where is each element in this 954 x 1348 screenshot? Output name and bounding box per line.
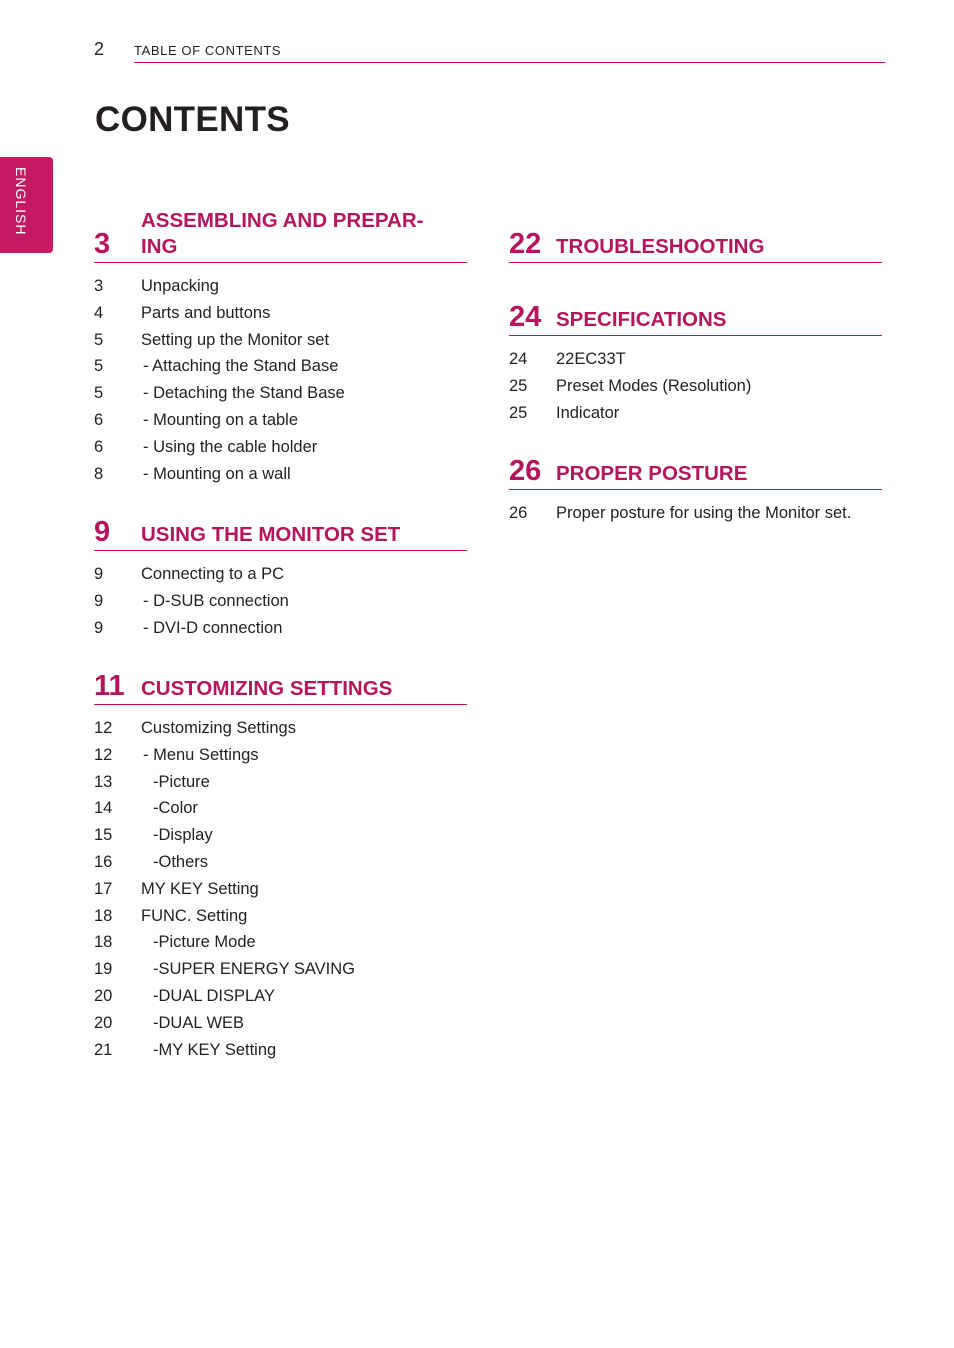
toc-entry xyxy=(94,769,467,796)
toc-entry xyxy=(94,273,467,300)
section-title: ASSEMBLING AND PREPAR- ING xyxy=(141,209,424,258)
toc-section xyxy=(94,208,467,487)
entry-title: -SUPER ENERGY SAVING xyxy=(153,960,356,979)
entry-title: -DUAL DISPLAY xyxy=(153,986,275,1005)
entry-title: 22EC33T xyxy=(556,350,626,368)
section-heading xyxy=(94,516,467,551)
page-number: 2 xyxy=(94,39,105,59)
section-heading xyxy=(509,301,882,336)
entry-page-number: 4 xyxy=(94,303,104,322)
entry-title: -Picture xyxy=(153,772,210,791)
section-page-number: 26 xyxy=(509,455,542,487)
section-heading xyxy=(509,455,882,490)
toc-entry xyxy=(94,300,467,327)
section-title: CUSTOMIZING SETTINGS xyxy=(141,677,393,700)
toc-entry xyxy=(509,500,882,527)
entry-page-number: 20 xyxy=(94,1013,113,1032)
toc-entries xyxy=(509,500,882,527)
entry-title: Customizing Settings xyxy=(141,719,296,737)
entry-title: -Color xyxy=(153,799,198,818)
toc-entry xyxy=(94,983,467,1010)
toc-entries xyxy=(94,561,467,641)
entry-title: Indicator xyxy=(556,403,620,422)
toc-section xyxy=(94,670,467,1063)
toc-entry xyxy=(94,876,467,903)
section-heading xyxy=(509,228,882,263)
entry-title: MY KEY Setting xyxy=(141,879,259,898)
toc-entry xyxy=(94,461,467,488)
toc-entry xyxy=(509,346,882,373)
entry-title: - Menu Settings xyxy=(143,745,259,764)
toc-entry xyxy=(94,561,467,588)
toc-entry xyxy=(94,407,467,434)
section-page-number: 22 xyxy=(509,228,542,260)
entry-page-number: 26 xyxy=(509,504,528,522)
section-title: TROUBLESHOOTING xyxy=(556,235,765,258)
toc-entry xyxy=(94,903,467,930)
toc-entry xyxy=(94,615,467,642)
entry-title: -Display xyxy=(153,826,213,845)
entry-page-number: 13 xyxy=(94,772,113,791)
toc-section xyxy=(509,228,882,263)
toc-entry xyxy=(94,715,467,742)
toc-entries xyxy=(94,273,467,487)
entry-title: Setting up the Monitor set xyxy=(141,330,330,349)
entry-title: - Detaching the Stand Base xyxy=(143,384,345,403)
entry-page-number: 8 xyxy=(94,464,104,483)
entry-title: - Attaching the Stand Base xyxy=(143,357,339,376)
entry-page-number: 25 xyxy=(509,403,528,422)
toc-entries xyxy=(509,346,882,426)
toc-entry xyxy=(94,380,467,407)
toc-entry xyxy=(94,822,467,849)
section-page-number: 24 xyxy=(509,301,542,333)
toc-entry xyxy=(94,956,467,983)
section-page-number: 3 xyxy=(94,228,111,260)
entry-title: FUNC. Setting xyxy=(141,906,248,925)
toc-entry xyxy=(509,373,882,400)
toc-section xyxy=(94,516,467,641)
entry-page-number: 9 xyxy=(94,565,104,583)
entry-title: Parts and buttons xyxy=(141,303,271,322)
toc-section xyxy=(509,301,882,426)
section-heading xyxy=(94,208,467,263)
entry-title: -Others xyxy=(153,852,209,871)
entry-title: Preset Modes (Resolution) xyxy=(556,376,752,395)
entry-title: -Picture Mode xyxy=(153,933,256,952)
section-page-number: 9 xyxy=(94,516,111,548)
entry-page-number: 6 xyxy=(94,437,104,456)
language-tab-label: ENGLISH xyxy=(13,167,29,236)
entry-page-number: 18 xyxy=(94,906,113,925)
section-page-number: 11 xyxy=(94,670,125,702)
entry-page-number: 12 xyxy=(94,745,113,764)
toc-entry xyxy=(94,353,467,380)
section-title: SPECIFICATIONS xyxy=(556,308,727,331)
toc-entry xyxy=(94,1037,467,1064)
entry-page-number: 25 xyxy=(509,376,528,395)
entry-page-number: 14 xyxy=(94,799,113,818)
toc-entry xyxy=(94,742,467,769)
entry-page-number: 6 xyxy=(94,410,104,429)
entry-title: -MY KEY Setting xyxy=(153,1040,277,1059)
toc-entry xyxy=(94,588,467,615)
entry-page-number: 3 xyxy=(94,277,104,295)
entry-page-number: 20 xyxy=(94,986,113,1005)
entry-title: - D-SUB connection xyxy=(143,591,289,610)
entry-page-number: 24 xyxy=(509,350,528,368)
entry-title: -DUAL WEB xyxy=(153,1013,245,1032)
toc-entry xyxy=(94,929,467,956)
entry-page-number: 9 xyxy=(94,618,104,637)
section-heading xyxy=(94,670,467,705)
entry-page-number: 18 xyxy=(94,933,113,952)
section-title: PROPER POSTURE xyxy=(556,462,748,485)
entry-page-number: 5 xyxy=(94,357,104,376)
section-title: USING THE MONITOR SET xyxy=(141,523,401,546)
entry-page-number: 16 xyxy=(94,852,113,871)
toc-entries xyxy=(94,715,467,1063)
entry-page-number: 19 xyxy=(94,960,113,979)
entry-title: - Using the cable holder xyxy=(143,437,318,456)
header-rule xyxy=(134,62,885,63)
toc-section xyxy=(509,455,882,527)
entry-title: Connecting to a PC xyxy=(141,565,285,583)
entry-page-number: 15 xyxy=(94,826,113,845)
entry-title: - DVI-D connection xyxy=(143,618,283,637)
entry-title: - Mounting on a table xyxy=(143,410,299,429)
entry-title: - Mounting on a wall xyxy=(143,464,291,483)
header-title: TABLE OF CONTENTS xyxy=(134,43,282,58)
entry-title: Unpacking xyxy=(141,277,219,295)
toc-entry xyxy=(94,434,467,461)
toc-entry xyxy=(94,849,467,876)
entry-page-number: 5 xyxy=(94,330,104,349)
entry-title: Proper posture for using the Monitor set. xyxy=(556,504,852,522)
toc-entry xyxy=(94,327,467,354)
toc-entry xyxy=(94,795,467,822)
page-title: CONTENTS xyxy=(95,100,290,139)
entry-page-number: 17 xyxy=(94,879,113,898)
entry-page-number: 9 xyxy=(94,591,104,610)
entry-page-number: 12 xyxy=(94,719,113,737)
entry-page-number: 5 xyxy=(94,384,104,403)
entry-page-number: 21 xyxy=(94,1040,113,1059)
toc-entry xyxy=(94,1010,467,1037)
toc-entry xyxy=(509,400,882,427)
